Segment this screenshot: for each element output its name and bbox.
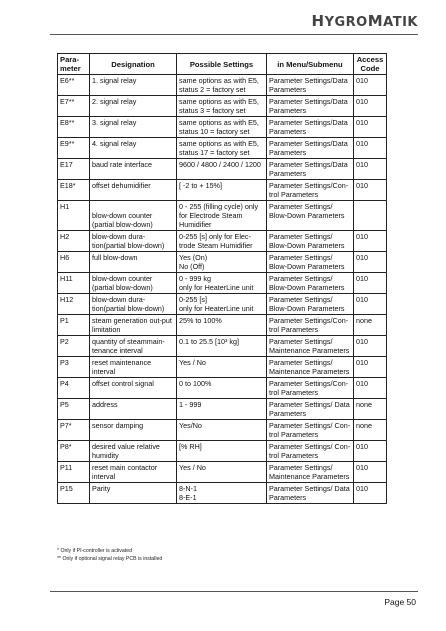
parameter-cell: E7** xyxy=(58,96,90,117)
table-row xyxy=(58,336,387,357)
access-code-cell: 010 xyxy=(354,117,387,138)
settings-cell: [% RH] xyxy=(177,441,267,462)
designation-cell: blow-down counter (partial blow-down) xyxy=(90,273,177,294)
table-row xyxy=(58,441,387,462)
access-code-cell: 010 xyxy=(354,378,387,399)
menu-cell: Parameter Settings/Con-trol Parameters xyxy=(267,315,354,336)
settings-cell: 0 to 100% xyxy=(177,378,267,399)
designation-cell: desired value relative humidity xyxy=(90,441,177,462)
menu-cell: Parameter Settings/ Data Parameters xyxy=(267,483,354,504)
parameter-cell: E6** xyxy=(58,75,90,96)
table-row xyxy=(58,462,387,483)
settings-cell: same options as with E5, status 10 = factory set xyxy=(177,117,267,138)
table-row xyxy=(58,378,387,399)
designation-cell: 3. signal relay xyxy=(90,117,177,138)
parameter-cell: P15 xyxy=(58,483,90,504)
parameter-cell: H11 xyxy=(58,273,90,294)
table-row xyxy=(58,201,387,231)
menu-cell: Parameter Settings/Data Parameters xyxy=(267,138,354,159)
settings-cell: 0 - 255 (filling cycle) only for Electrode Steam Humidifier xyxy=(177,201,267,231)
settings-cell: same options as with E5, status 17 = factory set xyxy=(177,138,267,159)
access-code-cell: 010 xyxy=(354,294,387,315)
access-code-cell: none xyxy=(354,315,387,336)
parameter-cell: H2 xyxy=(58,231,90,252)
table-row xyxy=(58,357,387,378)
parameter-cell: E18* xyxy=(58,180,90,201)
access-code-cell: 010 xyxy=(354,336,387,357)
access-code-cell: 010 xyxy=(354,483,387,504)
menu-cell: Parameter Settings/Con-trol Parameters xyxy=(267,378,354,399)
parameter-cell: P1 xyxy=(58,315,90,336)
access-code-cell: 010 xyxy=(354,75,387,96)
table-header-row xyxy=(58,54,387,75)
menu-cell: Parameter Settings/ Maintenance Parameters xyxy=(267,336,354,357)
menu-cell: Parameter Settings/ Maintenance Parameters xyxy=(267,462,354,483)
column-header: Access Code xyxy=(354,54,387,75)
designation-cell: baud rate interface xyxy=(90,159,177,180)
table-row xyxy=(58,399,387,420)
designation-cell: steam generation out-put limitation xyxy=(90,315,177,336)
menu-cell: Parameter Settings/Data Parameters xyxy=(267,96,354,117)
settings-cell: 0 - 999 kg only for HeaterLine unit xyxy=(177,273,267,294)
menu-cell: Parameter Settings/ Blow-Down Parameters xyxy=(267,231,354,252)
parameter-cell: H6 xyxy=(58,252,90,273)
menu-cell: Parameter Settings/ Con-trol Parameters xyxy=(267,441,354,462)
designation-cell: blow-down counter (partial blow-down) xyxy=(90,201,177,231)
menu-cell: Parameter Settings/ Blow-Down Parameters xyxy=(267,273,354,294)
table-row xyxy=(58,273,387,294)
access-code-cell: 010 xyxy=(354,96,387,117)
access-code-cell: 010 xyxy=(354,252,387,273)
settings-cell: Yes / No xyxy=(177,462,267,483)
menu-cell: Parameter Settings/ Blow-Down Parameters xyxy=(267,294,354,315)
designation-cell: 2. signal relay xyxy=(90,96,177,117)
table-row xyxy=(58,117,387,138)
access-code-cell: 010 xyxy=(354,231,387,252)
settings-cell: 1 - 999 xyxy=(177,399,267,420)
settings-cell: 25% to 100% xyxy=(177,315,267,336)
menu-cell: Parameter Settings/ Blow-Down Parameters xyxy=(267,201,354,231)
table-row xyxy=(58,420,387,441)
access-code-cell: 010 xyxy=(354,462,387,483)
menu-cell: Parameter Settings/Data Parameters xyxy=(267,159,354,180)
settings-cell: Yes (On) No (Off) xyxy=(177,252,267,273)
settings-cell: 8-N-1 8-E-1 xyxy=(177,483,267,504)
designation-cell: blow-down dura-tion(partial blow-down) xyxy=(90,231,177,252)
parameter-cell: P3 xyxy=(58,357,90,378)
designation-cell: address xyxy=(90,399,177,420)
column-header: Designation xyxy=(90,54,177,75)
header-rule xyxy=(50,34,418,35)
table-row xyxy=(58,315,387,336)
designation-cell: Parity xyxy=(90,483,177,504)
table-row xyxy=(58,294,387,315)
parameter-cell: E17 xyxy=(58,159,90,180)
access-code-cell: 010 xyxy=(354,159,387,180)
parameter-table xyxy=(57,53,387,504)
settings-cell: 9600 / 4800 / 2400 / 1200 xyxy=(177,159,267,180)
designation-cell: reset maintenance interval xyxy=(90,357,177,378)
designation-cell: offset dehumidifier xyxy=(90,180,177,201)
column-header: Para- meter xyxy=(58,54,90,75)
designation-cell: 1. signal relay xyxy=(90,75,177,96)
footnotes xyxy=(57,547,162,563)
designation-cell: full blow-down xyxy=(90,252,177,273)
access-code-cell: none xyxy=(354,420,387,441)
page-number: Page 50 xyxy=(384,597,416,607)
menu-cell: Parameter Settings/ Blow-Down Parameters xyxy=(267,252,354,273)
designation-cell: sensor damping xyxy=(90,420,177,441)
access-code-cell: 010 xyxy=(354,441,387,462)
settings-cell: same options as with E5, status 2 = factory set xyxy=(177,75,267,96)
parameter-cell: H12 xyxy=(58,294,90,315)
table-row xyxy=(58,138,387,159)
designation-cell: quantity of steammain-tenance interval xyxy=(90,336,177,357)
table-body xyxy=(58,75,387,504)
parameter-cell: E9** xyxy=(58,138,90,159)
access-code-cell: 010 xyxy=(354,138,387,159)
settings-cell: Yes / No xyxy=(177,357,267,378)
table-row xyxy=(58,252,387,273)
footnote: ** Only if optional signal relay PCB is installed xyxy=(57,556,163,562)
designation-cell: offset control signal xyxy=(90,378,177,399)
parameter-cell: P8* xyxy=(58,441,90,462)
settings-cell: 0-255 [s] only for HeaterLine unit xyxy=(177,294,267,315)
footnote: * Only if PI-controller is activated xyxy=(57,548,132,554)
menu-cell: Parameter Settings/Data Parameters xyxy=(267,117,354,138)
parameter-cell: P2 xyxy=(58,336,90,357)
table-row xyxy=(58,96,387,117)
access-code-cell: 010 xyxy=(354,273,387,294)
column-header: in Menu/Submenu xyxy=(267,54,354,75)
table-row xyxy=(58,231,387,252)
access-code-cell: 010 xyxy=(354,180,387,201)
parameter-cell: P7* xyxy=(58,420,90,441)
settings-cell: 0-255 [s] only for Elec-trode Steam Humidifier xyxy=(177,231,267,252)
brand-logo: HYGROMATIK xyxy=(311,12,418,30)
parameter-cell: P5 xyxy=(58,399,90,420)
settings-cell: 0.1 to 25.5 [10³ kg] xyxy=(177,336,267,357)
settings-cell: same options as with E5, status 3 = factory set xyxy=(177,96,267,117)
menu-cell: Parameter Settings/Con-trol Parameters xyxy=(267,180,354,201)
parameter-cell: P11 xyxy=(58,462,90,483)
table-row xyxy=(58,159,387,180)
table-row xyxy=(58,483,387,504)
column-header: Possible Settings xyxy=(177,54,267,75)
table-row xyxy=(58,75,387,96)
menu-cell: Parameter Settings/ Con-trol Parameters xyxy=(267,420,354,441)
parameter-cell: P4 xyxy=(58,378,90,399)
designation-cell: reset main contactor interval xyxy=(90,462,177,483)
menu-cell: Parameter Settings/ Maintenance Parameters xyxy=(267,357,354,378)
table-row xyxy=(58,180,387,201)
menu-cell: Parameter Settings/Data Parameters xyxy=(267,75,354,96)
designation-cell: blow-down dura-tion(partial blow-down) xyxy=(90,294,177,315)
settings-cell: [ -2 to + 15%] xyxy=(177,180,267,201)
settings-cell: Yes/No xyxy=(177,420,267,441)
access-code-cell: none xyxy=(354,399,387,420)
parameter-cell: H1 xyxy=(58,201,90,231)
access-code-cell: 010 xyxy=(354,357,387,378)
parameter-cell: E8** xyxy=(58,117,90,138)
footer-rule xyxy=(50,591,418,592)
menu-cell: Parameter Settings/ Data Parameters xyxy=(267,399,354,420)
designation-cell: 4. signal relay xyxy=(90,138,177,159)
access-code-cell xyxy=(354,201,387,231)
